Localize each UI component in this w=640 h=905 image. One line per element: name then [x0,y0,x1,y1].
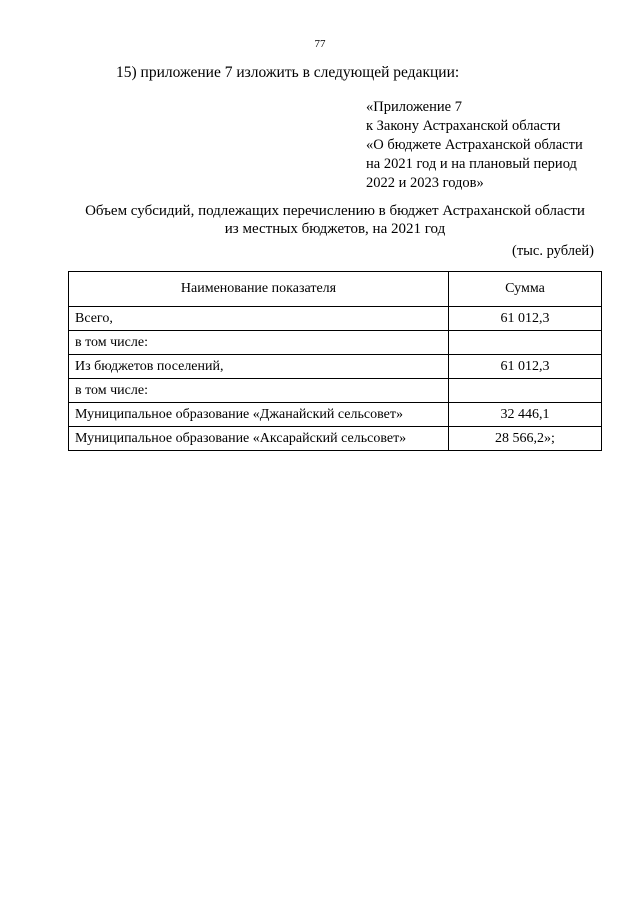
row-amount [449,331,602,355]
row-amount: 28 566,2»; [449,427,602,451]
table-row [69,331,602,355]
header-amount: Сумма [449,272,602,307]
row-amount: 61 012,3 [449,355,602,379]
row-name: Из бюджетов поселений, [69,355,449,379]
table-row [69,379,602,403]
row-amount: 32 446,1 [449,403,602,427]
appendix-line: к Закону Астраханской области [366,118,561,134]
table-header-row [69,272,602,307]
table-row [69,307,602,331]
document-title [40,202,630,238]
appendix-header [366,98,583,193]
appendix-line: «Приложение 7 [366,99,462,115]
units-label: (тыс. рублей) [512,243,594,259]
row-name: Муниципальное образование «Аксарайский сельсовет» [69,427,449,451]
row-amount [449,379,602,403]
page-number: 77 [314,38,326,50]
appendix-line: 2022 и 2023 годов» [366,175,484,191]
appendix-line: на 2021 год и на плановый период [366,156,577,172]
title-line: из местных бюджетов, на 2021 год [224,221,446,237]
row-name: Муниципальное образование «Джанайский сельсовет» [69,403,449,427]
subsidy-table [68,271,602,451]
title-line: Объем субсидий, подлежащих перечислению в бюджет Астраханской области [85,203,585,219]
row-name: Всего, [69,307,449,331]
row-amount: 61 012,3 [449,307,602,331]
amendment-line: 15) приложение 7 изложить в следующей редакции: [116,64,460,81]
table-row [69,403,602,427]
appendix-line: «О бюджете Астраханской области [366,137,583,153]
header-name: Наименование показателя [69,272,449,307]
row-name: в том числе: [69,379,449,403]
table-row [69,427,602,451]
table-row [69,355,602,379]
row-name: в том числе: [69,331,449,355]
